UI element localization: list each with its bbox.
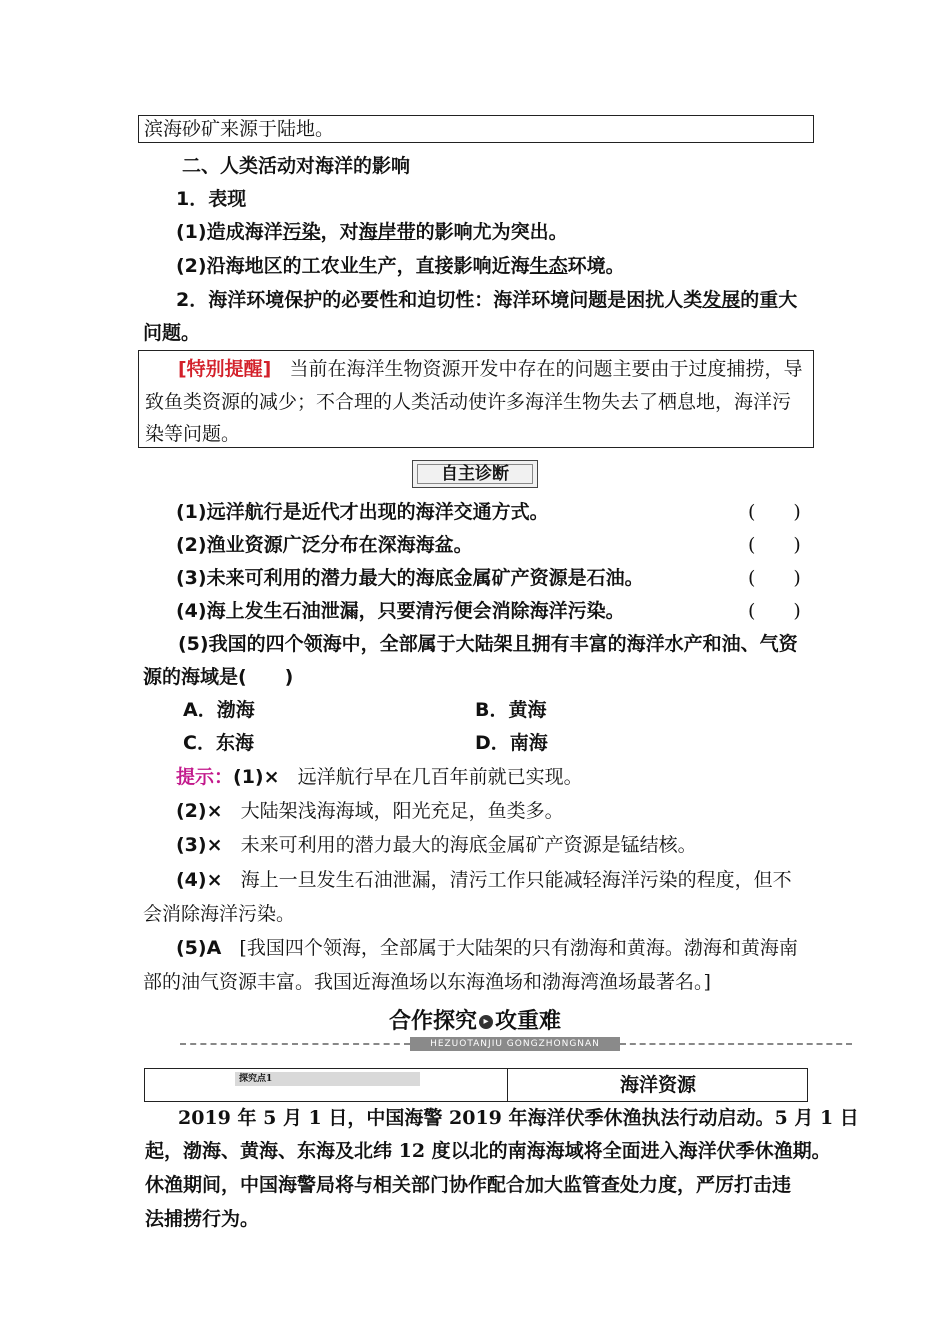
tip-line-1: [特别提醒] 当前在海洋生物资源开发中存在的问题主要由于过度捕捞，导 [178,358,803,380]
passage-line-2: 起，渤海、黄海、东海及北纬 12 度以北的南海海域将全面进入海洋伏季休渔期。 [145,1140,831,1162]
explore-point-label: 探究点1 [235,1072,420,1086]
passage-line-4: 法捕捞行为。 [145,1208,260,1230]
question-4: (4)海上发生石油泄漏，只要清污便会消除海洋污染。 [176,600,625,622]
tip-line-3: 染等问题。 [145,423,241,445]
option-d: D．南海 [475,732,548,754]
explore-point-title: 海洋资源 [619,1074,696,1096]
arrow-icon: ▸ [479,1015,493,1029]
tip-label: [特别提醒] [178,358,272,380]
section-divider-left [180,1043,410,1045]
item1-title: 1．表现 [176,188,247,210]
hint-4-line-1: (4)× 海上一旦发生石油泄漏，清污工作只能减轻海洋污染的程度，但不 [176,869,792,891]
option-b: B．黄海 [475,699,547,721]
self-diagnosis-badge [412,460,538,488]
hint-1: 提示：(1)× 远洋航行早在几百年前就已实现。 [176,766,583,788]
hint-label: 提示： [176,766,234,788]
question-1: (1)远洋航行是近代才出现的海洋交通方式。 [176,501,549,523]
hint-4-line-2: 会消除海洋污染。 [143,903,296,925]
question-3: (3)未来可利用的潜力最大的海底金属矿产资源是石油。 [176,567,644,589]
coop-section-title: 合作探究 ▸ 攻重难 [388,1009,562,1034]
answer-blank-1: ( ) [748,501,801,523]
question-5-line-1: (5)我国的四个领海中，全部属于大陆架且拥有丰富的海洋水产和油、气资 [178,633,798,655]
section-divider-right [620,1043,852,1045]
section-heading: 二、人类活动对海洋的影响 [182,155,411,177]
answer-blank-4: ( ) [748,600,801,622]
question-2: (2)渔业资源广泛分布在深海海盆。 [176,534,473,556]
item1-sentence-2: (2)沿海地区的工农业生产，直接影响近海生态环境。 [176,255,625,277]
tip-line-2: 致鱼类资源的减少；不合理的人类活动使许多海洋生物失去了栖息地，海洋污 [145,391,792,413]
option-a: A．渤海 [183,699,255,721]
item1-sentence-1: (1)造成海洋污染，对海岸带的影响尤为突出。 [176,221,568,243]
option-c: C．东海 [183,732,254,754]
item2-line-2: 问题。 [143,322,201,344]
answer-blank-3: ( ) [748,567,801,589]
coop-section-subtitle: HEZUOTANJIU GONGZHONGNAN [410,1037,620,1051]
hint-5-line-2: 部的油气资源丰富。我国近海渔场以东海渔场和渤海湾渔场最著名。] [143,971,711,993]
hint-2: (2)× 大陆架浅海海域，阳光充足，鱼类多。 [176,800,564,822]
top-note-text: 滨海砂矿来源于陆地。 [144,118,335,140]
hint-5-line-1: (5)A [我国四个领海，全部属于大陆架的只有渤海和黄海。渤海和黄海南 [176,937,798,959]
passage-line-1: 2019 年 5 月 1 日，中国海警 2019 年海洋伏季休渔执法行动启动。5 月 1 日 [178,1107,859,1129]
answer-blank-2: ( ) [748,534,801,556]
item2-line-1: 2．海洋环境保护的必要性和迫切性：海洋环境问题是困扰人类发展的重大 [176,289,798,311]
self-diagnosis-label: 自主诊断 [441,464,509,484]
passage-line-3: 休渔期间，中国海警局将与相关部门协作配合加大监管查处力度，严厉打击违 [145,1174,792,1196]
question-5-line-2: 源的海域是( ) [143,666,294,688]
hint-3: (3)× 未来可利用的潜力最大的海底金属矿产资源是锰结核。 [176,834,697,856]
